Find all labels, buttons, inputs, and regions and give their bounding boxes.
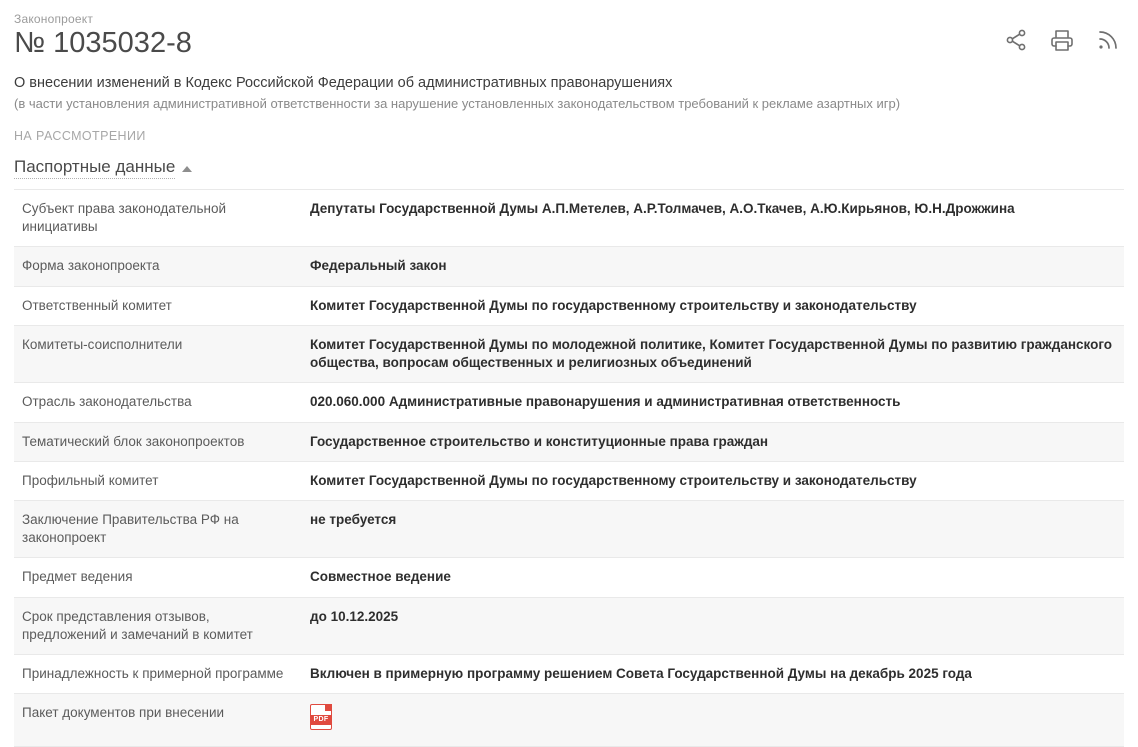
bill-title-block xyxy=(14,74,1014,113)
rss-icon[interactable] xyxy=(1096,28,1120,52)
table-row xyxy=(14,461,1124,500)
row-value: 020.060.000 Административные правонарушения и административная ответственность xyxy=(310,394,901,410)
row-value: Комитет Государственной Думы по государственному строительству и законодательству xyxy=(310,472,917,488)
row-value: Депутаты Государственной Думы А.П.Метелев, А.Р.Толмачев, А.О.Ткачев, А.Ю.Кирьянов, Ю.Н.Дрожжина xyxy=(310,201,1015,216)
row-value: Федеральный закон xyxy=(310,258,447,274)
table-row xyxy=(14,325,1124,382)
chevron-up-icon[interactable] xyxy=(182,166,192,172)
row-key: Срок представления отзывов, предложений и замечаний в комитет xyxy=(22,608,253,642)
row-key: Тематический блок законопроектов xyxy=(22,433,245,449)
share-icon[interactable] xyxy=(1004,28,1028,52)
pdf-file-icon[interactable] xyxy=(310,704,332,730)
table-row xyxy=(14,558,1124,597)
row-value: не требуется xyxy=(310,511,397,527)
row-value: Комитет Государственной Думы по государственному строительству и законодательству xyxy=(310,297,917,313)
row-value: Совместное ведение xyxy=(310,569,451,585)
pdf-label: PDF xyxy=(310,715,332,725)
page-title: № 1035032-8 xyxy=(14,27,192,59)
table-row xyxy=(14,694,1124,746)
row-value: Комитет Государственной Думы по молодежной политике, Комитет Государственной Думы по развитию гражданского общества, вопросам общественных и религиозных объединений xyxy=(310,336,1113,371)
bill-subtitle: (в части установления административной ответственности за нарушение установленных законодательством требований к рекламе азартных игр) xyxy=(14,96,901,112)
passport-section-label: Паспортные данные xyxy=(14,157,175,179)
status-badge: НА РАССМОТРЕНИИ xyxy=(14,129,146,143)
table-row xyxy=(14,422,1124,461)
row-key: Принадлежность к примерной программе xyxy=(22,666,284,682)
row-key: Форма законопроекта xyxy=(22,258,160,274)
passport-table xyxy=(14,189,1124,747)
row-key: Комитеты-соисполнители xyxy=(22,336,183,352)
passport-section-header[interactable] xyxy=(14,157,192,179)
table-row xyxy=(14,247,1124,286)
row-key: Профильный комитет xyxy=(22,472,159,488)
page-toolbar xyxy=(1004,28,1120,52)
table-row xyxy=(14,500,1124,557)
row-value: Государственное строительство и конституционные права граждан xyxy=(310,433,769,449)
row-key: Пакет документов при внесении xyxy=(22,705,225,721)
row-value-documents xyxy=(302,694,1124,746)
table-row xyxy=(14,597,1124,654)
pdf-corner xyxy=(325,704,332,711)
table-row xyxy=(14,655,1124,694)
eyebrow-label: Законопроект xyxy=(14,12,94,26)
row-value: до 10.12.2025 xyxy=(310,608,399,624)
print-icon[interactable] xyxy=(1050,28,1074,52)
table-row xyxy=(14,383,1124,422)
row-key: Субъект права законодательной инициативы xyxy=(22,201,227,235)
row-key: Ответственный комитет xyxy=(22,297,172,313)
bill-title: О внесении изменений в Кодекс Российской Федерации об административных правонарушениях xyxy=(14,74,673,91)
table-row xyxy=(14,286,1124,325)
row-value: Включен в примерную программу решением Совета Государственной Думы на декабрь 2025 года xyxy=(310,666,972,682)
table-row xyxy=(14,190,1124,247)
row-key: Заключение Правительства РФ на законопроект xyxy=(22,511,239,546)
row-key: Отрасль законодательства xyxy=(22,394,192,410)
row-key: Предмет ведения xyxy=(22,569,133,585)
